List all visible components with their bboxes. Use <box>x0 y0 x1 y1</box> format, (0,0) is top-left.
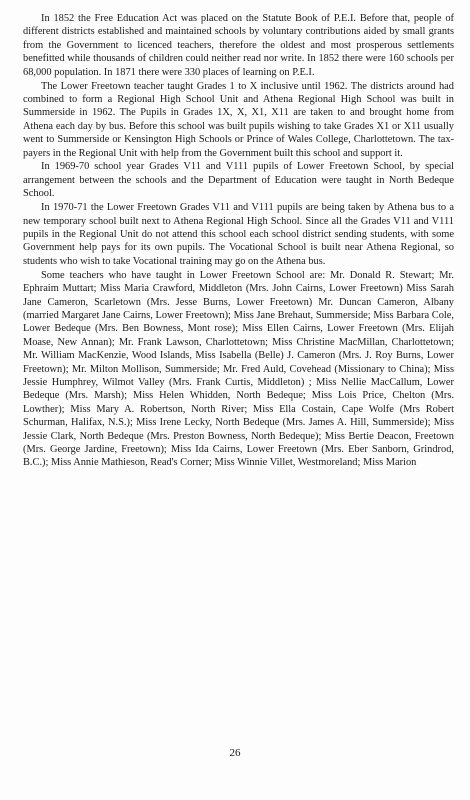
page-number: 26 <box>229 747 241 759</box>
paragraph-1969-70: In 1969-70 school year Grades V11 and V111 pupils of Lower Freetown School, by special arrangement between the schools and the Department of Education were taught in North Bedeque School. <box>23 161 454 200</box>
paragraph-regional-high-school: The Lower Freetown teacher taught Grades 1 to X inclusive until 1962. The districts around had combined to form a Regional High School Unit and Athena Regional High School was built in Summerside in 1962. The Pupils in Grades 1X, X, X1, X11 are taken to and brought home from Athena each day by bus. Before this school was built pupils wishing to take Grades X1 or X11 usually went to Summerside or Kensington High Schools or Prince of Wales College, Charlottetown. The tax-payers in the Regional Unit with help from the Government built this school and support it. <box>23 80 454 159</box>
body-text <box>23 12 454 470</box>
paragraph-1970-71: In 1970-71 the Lower Freetown Grades V11 and V111 pupils are being taken by Athena bus to a new temporary school built next to Athena Regional High School. Since all the Grades V11 and V111 pupils in the Regional Unit do not attend this school each school district sending students, with some Government help pays for its own pupils. The Vocational School is built near Athena Regional, so students who wish to take Vocational training may go on the Athena bus. <box>23 202 454 267</box>
paragraph-teachers-list: Some teachers who have taught in Lower Freetown School are: Mr. Donald R. Stewart; Mr. Ephraim Muttart; Miss Maria Crawford, Middleton (Mrs. John Cairns, Lower Freetown) Miss Sarah Jane Cameron, Scarletown (Mrs. Jesse Burns, Lower Freetown) Mr. Duncan Cameron, Albany (married Margaret Jane Cairns, Lower Freetown); Miss Jane Brehaut, Summerside; Miss Barbara Cole, Lower Bedeque (Mrs. Ben Bowness, Mont rose); Miss Ellen Cairns, Lower Freetown (Mrs. Elijah Moase, New Annan); Mr. Frank Lawson, Charlottetown; Miss Christine MacMillan, Charlottetown; Mr. William MacKenzie, Wood Islands, Miss Isabella (Belle) J. Cameron (Mrs. J. Roy Burns, Lower Freetown); Mr. Milton Mollison, Summerside; Mr. Fred Auld, Covehead (Missionary to China); Miss Jessie Humphrey, Wilmot Valley (Mrs. Frank Curtis, Middleton) ; Miss Nellie MacCallum, Lower Bedeque (Mrs. Marsh); Miss Helen Whidden, North Bedeque; Miss Lois Price, Chelton (Mrs. Lowther); Miss Mary A. Robertson, North River; Miss Ella Costain, Cape Wolfe (Mrs Robert Schurman, Halifax, N.S.); Miss Irene Lecky, North Bedeque (Mrs. James A. Hill, Summerside); Miss Jessie Clark, North Bedeque (Mrs. Preston Bowness, North Bedeque); Miss Bertie Deacon, Freetown (Mrs. George Jardine, Freetown); Miss Ida Cairns, Lower Freetown (Mrs. Eber Sanborn, Grindrod, B.C.); Miss Annie Mathieson, Read's Corner; Miss Winnie Villet, Westmoreland; Miss Marion <box>23 269 454 469</box>
paragraph-free-education-act: In 1852 the Free Education Act was placed on the Statute Book of P.E.I. Before that, people of different districts established and maintained schools by voluntary contributions aided by small grants from the Government to licenced teachers, therefore the oldest and most prosperous settlements benefitted while thousands of children could neither read nor write. In 1852 there were 160 schools per 68,000 population. In 1871 there were 330 places of learning on P.E.I. <box>23 13 454 78</box>
